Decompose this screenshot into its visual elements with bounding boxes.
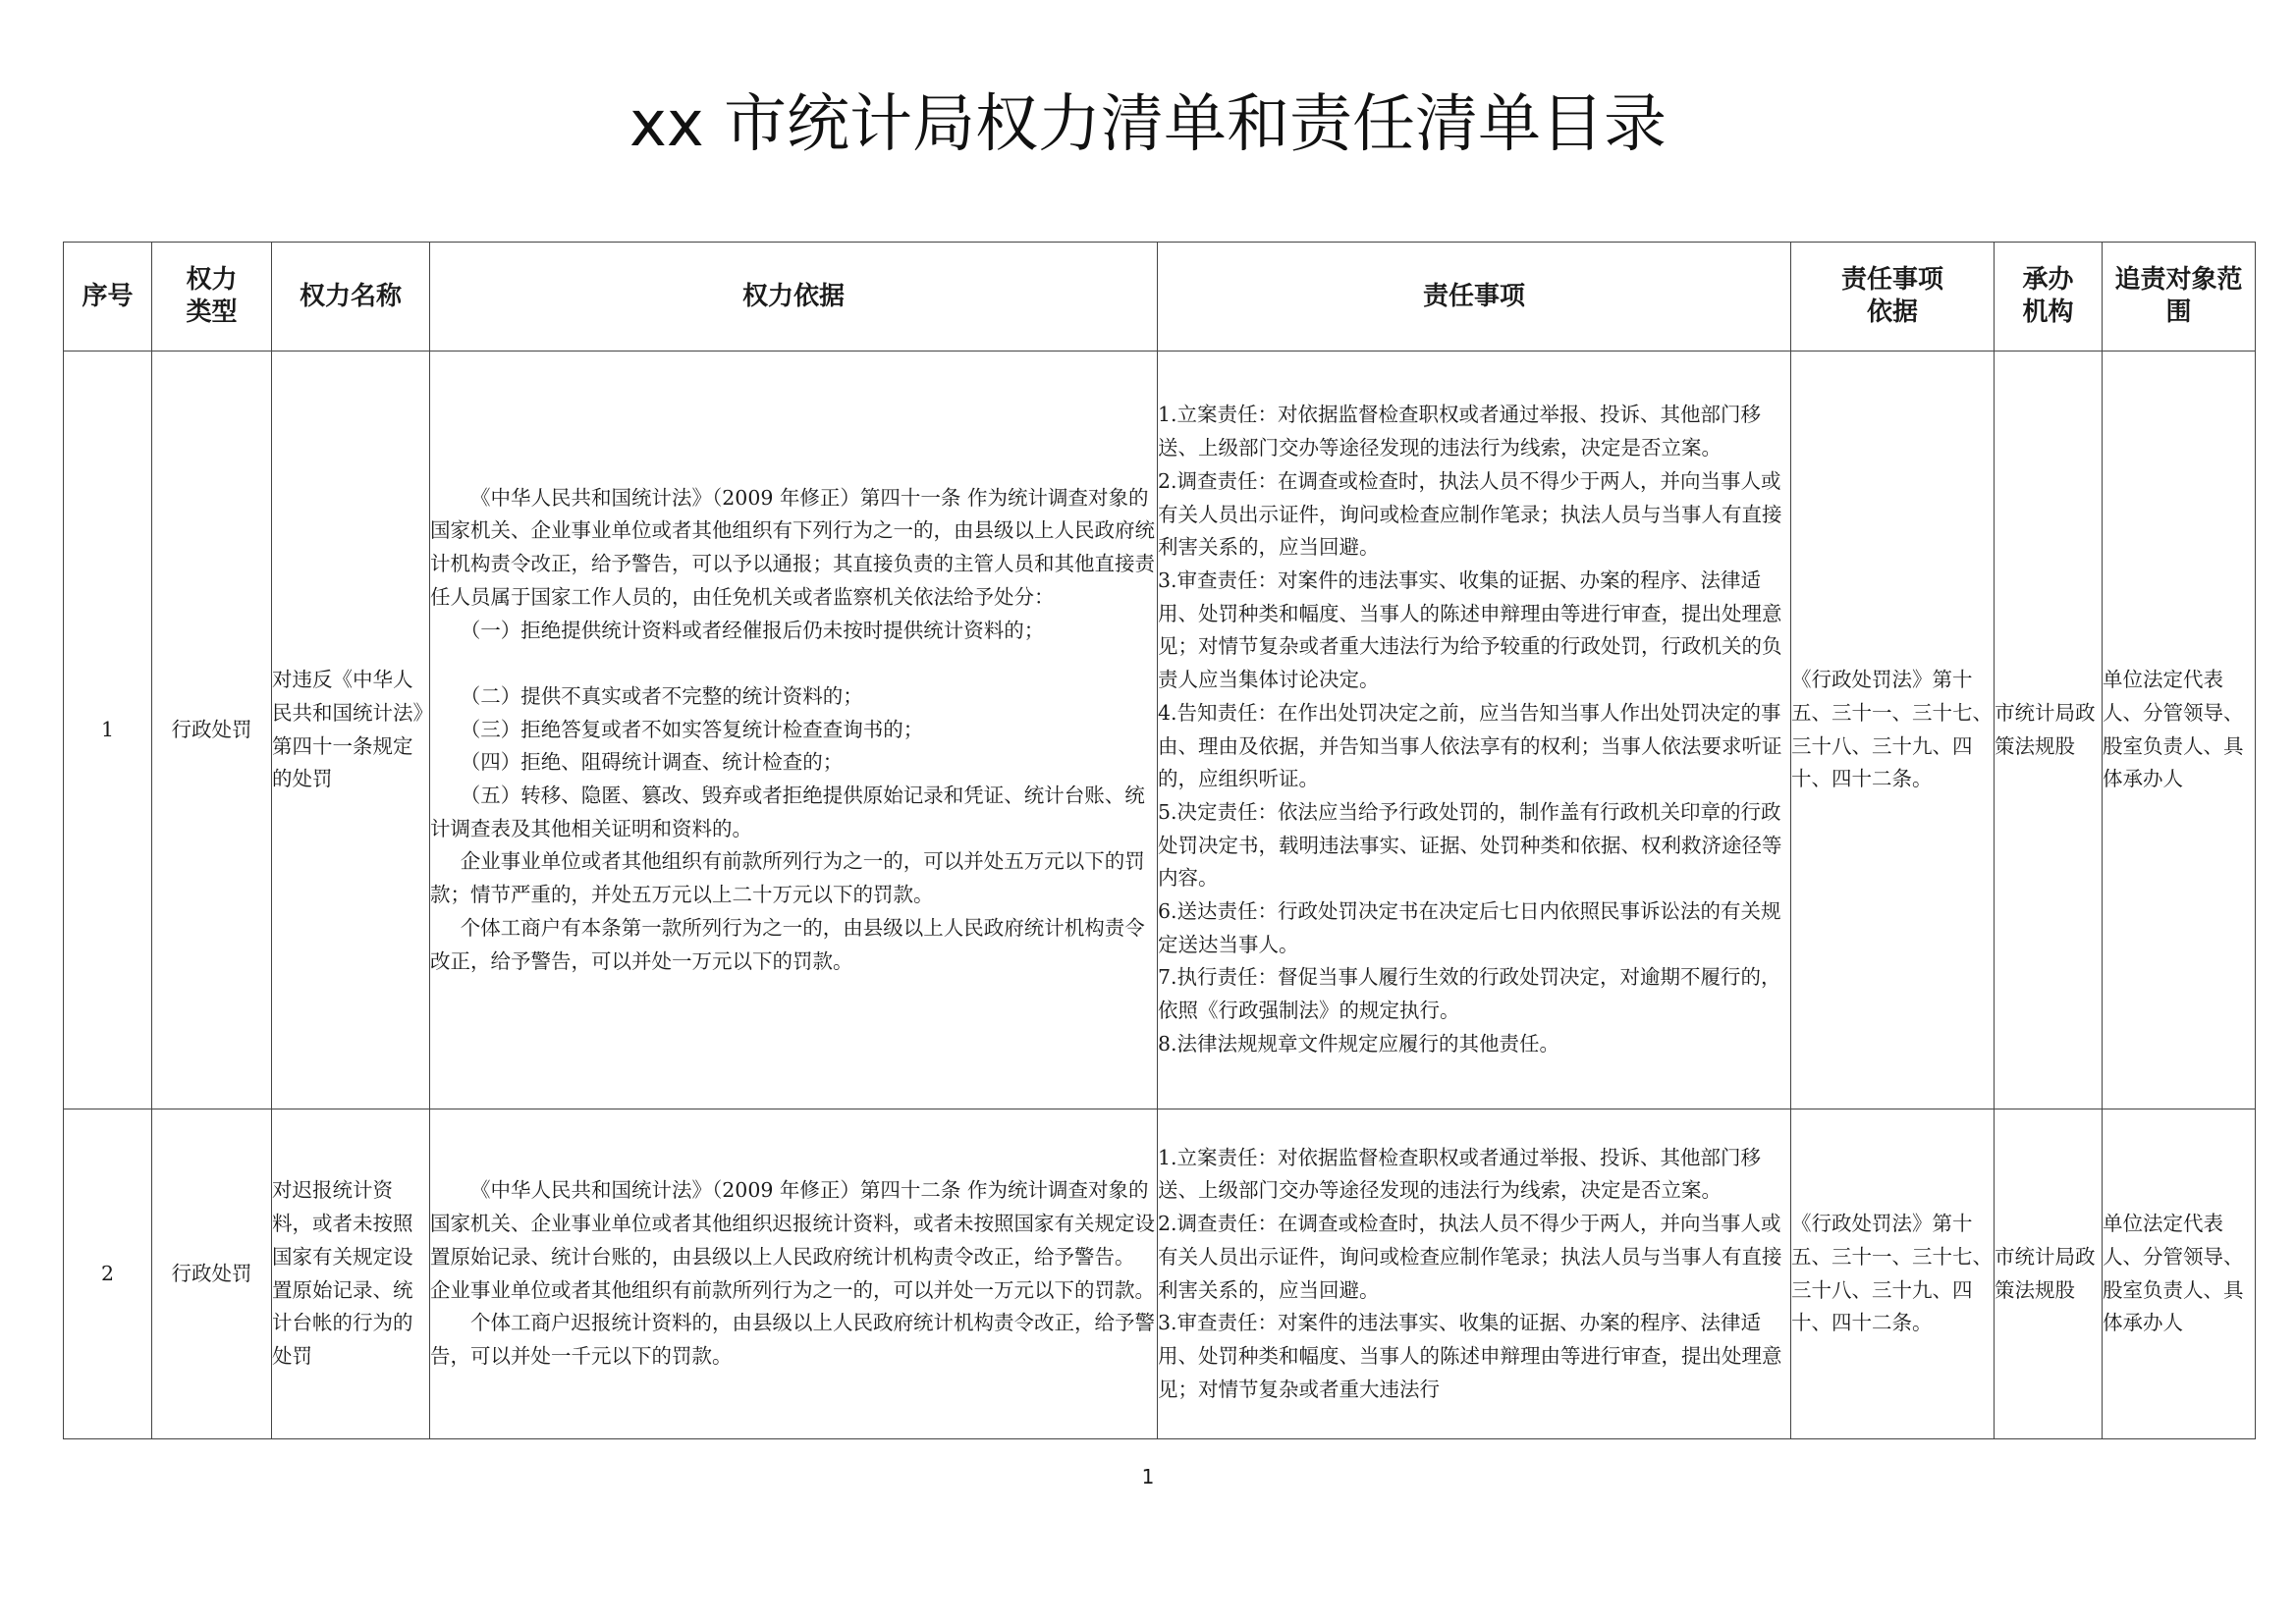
header-name: 权力名称 [272,243,430,352]
row-target: 单位法定代表人、分管领导、股室负责人、具体承办人 [2103,352,2256,1109]
power-list-table [63,242,2256,1439]
header-type: 权力类型 [152,243,272,352]
row-seq: 2 [64,1109,152,1439]
row-org: 市统计局政策法规股 [1995,1109,2103,1439]
header-org: 承办机构 [1995,243,2103,352]
header-target: 追责对象范围 [2103,243,2256,352]
header-seq: 序号 [64,243,152,352]
header-duty: 责任事项 [1158,243,1791,352]
table-row [64,352,2256,1109]
table-row [64,1109,2256,1439]
row-target: 单位法定代表人、分管领导、股室负责人、具体承办人 [2103,1109,2256,1439]
table-header-row [64,243,2256,352]
page-number: 1 [1141,1465,1155,1488]
row-duty-items: 1.立案责任：对依据监督检查职权或者通过举报、投诉、其他部门移送、上级部门交办等途径发现的违法行为线索，决定是否立案。 2.调查责任：在调查或检查时，执法人员不得少于两人，并向当事人或有关人员出示证件，询问或检查应制作笔录；执法人员与当事人有直接利害关系的，应当回避。 3.审查责任：对案件的违法事实、收集的证据、办案的程序、法律适用、处罚种类和幅度、当事人的陈述申辩理由等进行审查，提出处理意见；对情节复杂或者重大违法行 [1158,1109,1791,1439]
row-type: 行政处罚 [152,352,272,1109]
row-power-basis: 《中华人民共和国统计法》（2009 年修正）第四十一条 作为统计调查对象的国家机关、企业事业单位或者其他组织有下列行为之一的，由县级以上人民政府统计机构责令改正，给予警告，可以予以通报；其直接负责的主管人员和其他直接责任人员属于国家工作人员的，由任免机关或者监察机关依法给予处分： （一）拒绝提供统计资料或者经催报后仍未按时提供统计资料的； （二）提供不真实或者不完整的统计资料的； （三）拒绝答复或者不如实答复统计检查查询书的； （四）拒绝、阻碍统计调查、统计检查的； （五）转移、隐匿、篡改、毁弃或者拒绝提供原始记录和凭证、统计台账、统计调查表及其他相关证明和资料的。 企业事业单位或者其他组织有前款所列行为之一的，可以并处五万元以下的罚款；情节严重的，并处五万元以上二十万元以下的罚款。 个体工商户有本条第一款所列行为之一的，由县级以上人民政府统计机构责令改正，给予警告，可以并处一万元以下的罚款。 [430,352,1158,1109]
row-power-name: 对迟报统计资料，或者未按照国家有关规定设置原始记录、统计台帐的行为的处罚 [272,1109,430,1439]
row-seq: 1 [64,352,152,1109]
row-power-basis: 《中华人民共和国统计法》（2009 年修正）第四十二条 作为统计调查对象的国家机关、企业事业单位或者其他组织迟报统计资料，或者未按照国家有关规定设置原始记录、统计台账的，由县级以上人民政府统计机构责令改正，给予警告。 企业事业单位或者其他组织有前款所列行为之一的，可以并处一万元以下的罚款。 个体工商户迟报统计资料的，由县级以上人民政府统计机构责令改正，给予警告，可以并处一千元以下的罚款。 [430,1109,1158,1439]
page-title: xx 市统计局权力清单和责任清单目录 [629,88,1667,161]
row-duty-basis: 《行政处罚法》第十五、三十一、三十七、三十八、三十九、四十、四十二条。 [1791,1109,1995,1439]
header-duty-basis: 责任事项依据 [1791,243,1995,352]
row-duty-items: 1.立案责任：对依据监督检查职权或者通过举报、投诉、其他部门移送、上级部门交办等途径发现的违法行为线索，决定是否立案。 2.调查责任：在调查或检查时，执法人员不得少于两人，并向当事人或有关人员出示证件，询问或检查应制作笔录；执法人员与当事人有直接利害关系的，应当回避。 3.审查责任：对案件的违法事实、收集的证据、办案的程序、法律适用、处罚种类和幅度、当事人的陈述申辩理由等进行审查，提出处理意见；对情节复杂或者重大违法行为给予较重的行政处罚，行政机关的负责人应当集体讨论决定。 4.告知责任：在作出处罚决定之前，应当告知当事人作出处罚决定的事由、理由及依据，并告知当事人依法享有的权利；当事人依法要求听证的，应组织听证。 5.决定责任：依法应当给予行政处罚的，制作盖有行政机关印章的行政处罚决定书，载明违法事实、证据、处罚种类和依据、权利救济途径等内容。 6.送达责任：行政处罚决定书在决定后七日内依照民事诉讼法的有关规定送达当事人。 7.执行责任：督促当事人履行生效的行政处罚决定，对逾期不履行的，依照《行政强制法》的规定执行。 8.法律法规规章文件规定应履行的其他责任。 [1158,352,1791,1109]
header-basis: 权力依据 [430,243,1158,352]
row-org: 市统计局政策法规股 [1995,352,2103,1109]
row-type: 行政处罚 [152,1109,272,1439]
row-power-name: 对违反《中华人民共和国统计法》第四十一条规定的处罚 [272,352,430,1109]
row-duty-basis: 《行政处罚法》第十五、三十一、三十七、三十八、三十九、四十、四十二条。 [1791,352,1995,1109]
